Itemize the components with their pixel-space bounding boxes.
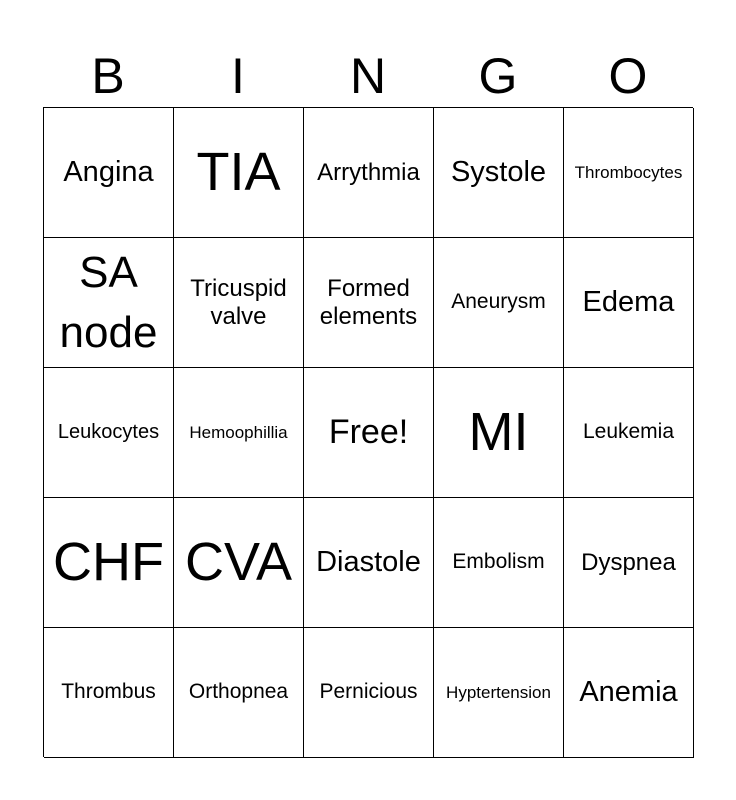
bingo-cell[interactable]: Pernicious <box>304 628 434 758</box>
header-letter-n: N <box>349 48 387 104</box>
bingo-cell[interactable]: Dyspnea <box>564 498 694 628</box>
header-letter-b: B <box>91 48 125 104</box>
bingo-cell[interactable]: Edema <box>564 238 694 368</box>
bingo-cell[interactable]: CVA <box>174 498 304 628</box>
header-letter-i: I <box>231 48 245 104</box>
free-space-cell[interactable]: Free! <box>304 368 434 498</box>
bingo-cell[interactable]: Systole <box>434 108 564 238</box>
bingo-cell[interactable]: Anemia <box>564 628 694 758</box>
bingo-board <box>43 107 693 757</box>
bingo-cell[interactable]: Leukemia <box>564 368 694 498</box>
bingo-cell[interactable]: Embolism <box>434 498 564 628</box>
bingo-header <box>43 44 693 108</box>
bingo-cell[interactable]: Thrombus <box>44 628 174 758</box>
bingo-cell[interactable]: Orthopnea <box>174 628 304 758</box>
bingo-cell[interactable]: SA node <box>44 238 174 368</box>
bingo-cell[interactable]: Diastole <box>304 498 434 628</box>
bingo-cell[interactable]: TIA <box>174 108 304 238</box>
header-letter-g: G <box>478 48 518 104</box>
bingo-cell[interactable]: Aneurysm <box>434 238 564 368</box>
bingo-cell[interactable]: Thrombocytes <box>564 108 694 238</box>
bingo-cell[interactable]: Tricuspid valve <box>174 238 304 368</box>
bingo-cell[interactable]: Arrythmia <box>304 108 434 238</box>
bingo-cell[interactable]: Hemoophillia <box>174 368 304 498</box>
bingo-cell[interactable]: Angina <box>44 108 174 238</box>
bingo-cell[interactable]: CHF <box>44 498 174 628</box>
bingo-cell[interactable]: Leukocytes <box>44 368 174 498</box>
bingo-cell[interactable]: Formed elements <box>304 238 434 368</box>
header-letter-o: O <box>608 48 648 104</box>
bingo-cell[interactable]: Hyptertension <box>434 628 564 758</box>
bingo-cell[interactable]: MI <box>434 368 564 498</box>
